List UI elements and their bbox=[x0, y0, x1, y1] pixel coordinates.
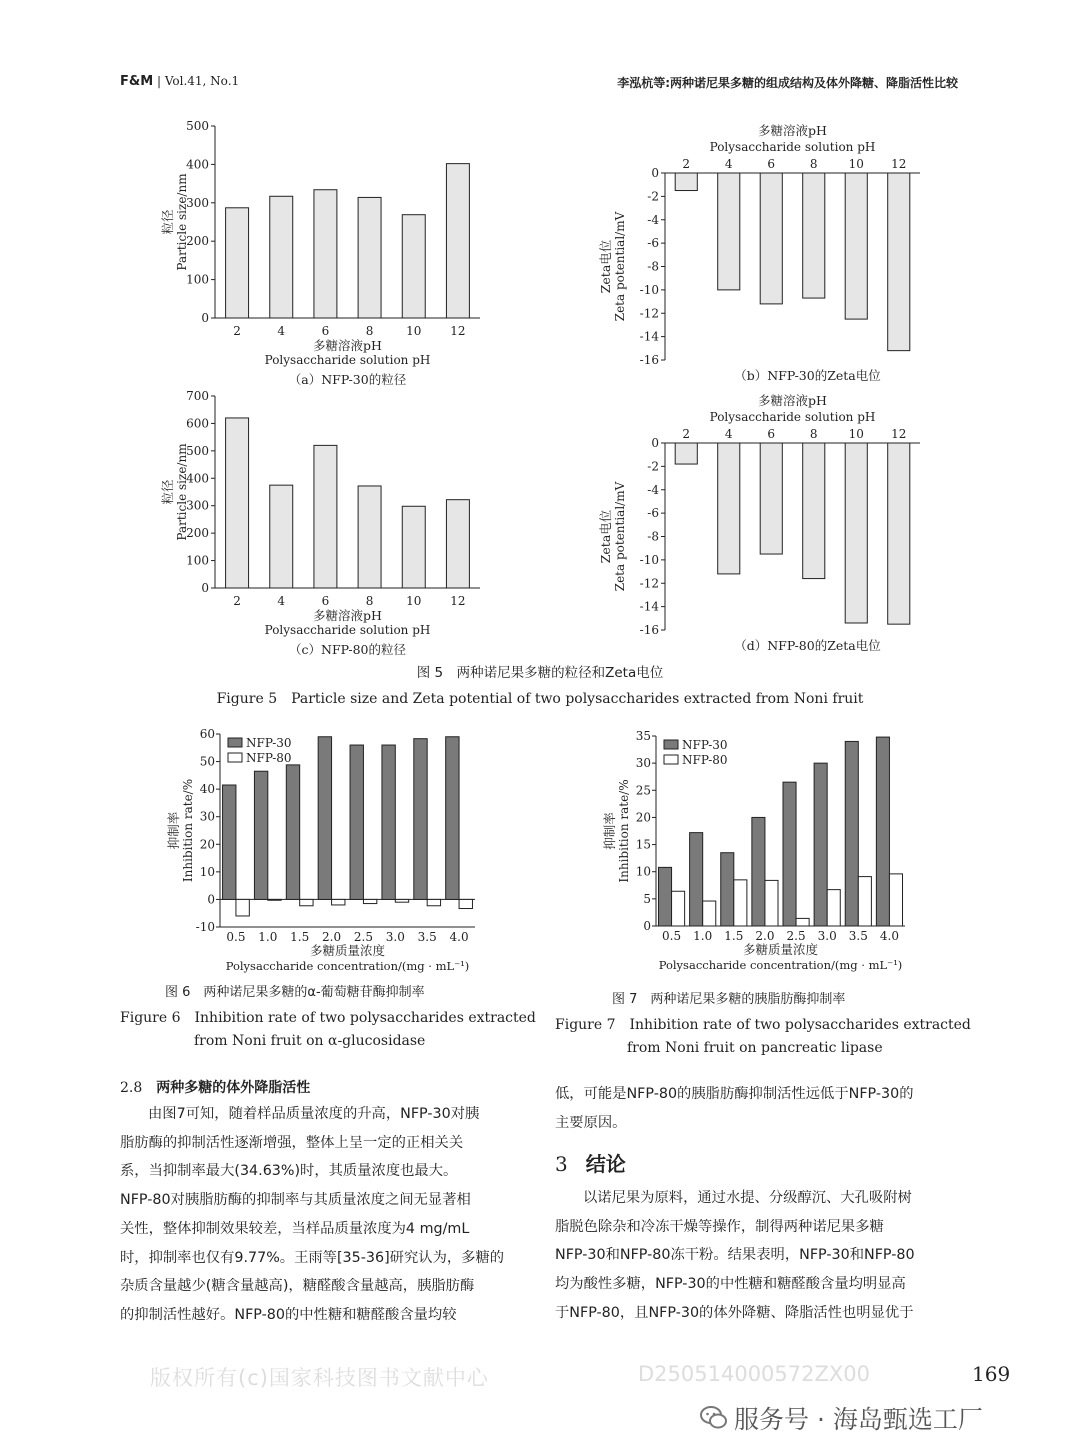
text-line: 脂脱色除杂和冷冻干燥等操作，制得两种诺尼果多糖 bbox=[555, 1218, 884, 1235]
figure6-caption-en-2: from Noni fruit on α-glucosidase bbox=[194, 1033, 426, 1049]
x-tick-label: 2.5 bbox=[786, 929, 806, 943]
legend-label: NFP-30 bbox=[246, 736, 292, 750]
chart-fig5b bbox=[590, 116, 950, 388]
chart-fig7 bbox=[600, 722, 940, 982]
section-title: 两种多糖的体外降脂活性 bbox=[156, 1080, 311, 1096]
y-tick-label: -4 bbox=[647, 212, 659, 227]
legend-label: NFP-80 bbox=[682, 753, 728, 767]
running-title: 李泓杭等:两种诺尼果多糖的组成结构及体外降糖、降脂活性比较 bbox=[617, 76, 958, 90]
bar-nfp-30 bbox=[414, 739, 427, 900]
y-axis-label-en: Zeta potential/mV bbox=[613, 481, 627, 592]
figure5-caption-en: Figure 5 Particle size and Zeta potential of two polysaccharides extracted from Noni fruit bbox=[216, 691, 864, 707]
y-tick-label: 0 bbox=[651, 166, 659, 180]
x-tick-label: 10 bbox=[848, 157, 864, 171]
text-line: 的抑制活性越好。NFP-80的中性糖和糖醛酸含量均较 bbox=[120, 1306, 457, 1323]
x-tick-label: 8 bbox=[365, 324, 374, 338]
bar-nfp-30 bbox=[254, 771, 267, 899]
panel-label: （a）NFP-30的粒径 bbox=[288, 372, 407, 387]
y-axis-label-en: Zeta potential/mV bbox=[613, 211, 627, 322]
legend-label: NFP-80 bbox=[246, 751, 292, 765]
y-tick-label: -6 bbox=[647, 236, 659, 251]
x-tick-label: 6 bbox=[321, 324, 330, 338]
x-tick-label: 2 bbox=[682, 157, 691, 171]
bar-nfp-30 bbox=[690, 833, 703, 926]
x-tick-label: 3.0 bbox=[817, 929, 837, 943]
x-tick-label: 4 bbox=[277, 324, 286, 338]
wechat-badge bbox=[700, 1400, 983, 1436]
bar bbox=[675, 443, 697, 464]
x-tick-label: 6 bbox=[767, 157, 776, 171]
x-tick-label: 4 bbox=[724, 427, 733, 441]
x-axis-label-cn: 多糖溶液pH bbox=[313, 608, 382, 623]
bar-nfp-30 bbox=[446, 737, 459, 900]
y-tick-label: 400 bbox=[186, 157, 209, 172]
x-tick-label: 2.5 bbox=[353, 930, 373, 944]
x-tick-label: 6 bbox=[321, 594, 330, 608]
y-axis-label-cn: Zeta电位 bbox=[598, 239, 613, 294]
x-axis-label-en: Polysaccharide solution pH bbox=[264, 353, 431, 367]
y-tick-label: 100 bbox=[186, 272, 209, 287]
chart-fig5d bbox=[590, 386, 950, 656]
y-tick-label: -16 bbox=[639, 623, 659, 637]
bar-nfp-30 bbox=[814, 763, 827, 926]
section-number: 3 bbox=[555, 1152, 568, 1176]
bar-nfp-80 bbox=[703, 901, 716, 926]
text-line: 时，抑制率也仅有9.77%。王雨等[35-36]研究认为，多糖的 bbox=[120, 1249, 505, 1266]
bar-nfp-30 bbox=[752, 817, 765, 926]
y-tick-label: 100 bbox=[186, 553, 209, 568]
panel-label: （d）NFP-80的Zeta电位 bbox=[734, 638, 881, 653]
bar bbox=[226, 208, 249, 318]
text-line: 关性，整体抑制效果较差，当样品质量浓度为4 mg/mL bbox=[120, 1220, 470, 1237]
bar-nfp-30 bbox=[318, 737, 331, 900]
y-tick-label: 30 bbox=[199, 809, 215, 824]
bar-nfp-30 bbox=[382, 745, 395, 899]
y-tick-label: -10 bbox=[639, 552, 659, 567]
bar bbox=[760, 443, 782, 554]
y-tick-label: -14 bbox=[639, 329, 659, 344]
figure7-caption-cn: 图 7 两种诺尼果多糖的胰脂肪酶抑制率 bbox=[612, 992, 846, 1007]
x-tick-label: 0.5 bbox=[662, 929, 682, 943]
section-heading-2-8 bbox=[120, 1077, 310, 1097]
section-heading-3 bbox=[555, 1148, 626, 1177]
y-tick-label: 0 bbox=[207, 892, 215, 907]
y-tick-label: 200 bbox=[186, 234, 209, 249]
legend-swatch bbox=[664, 740, 678, 749]
y-axis-label-cn: 粒径 bbox=[160, 209, 175, 235]
bar-nfp-80 bbox=[363, 899, 376, 903]
y-tick-label: 35 bbox=[635, 729, 651, 743]
x-tick-label: 0.5 bbox=[226, 930, 246, 944]
x-tick-label: 12 bbox=[891, 427, 907, 441]
text-line: 以诺尼果为原料，通过水提、分级醇沉、大孔吸附树 bbox=[583, 1190, 912, 1206]
x-axis-label-en: Polysaccharide solution pH bbox=[709, 140, 876, 154]
legend-swatch bbox=[228, 753, 242, 762]
figure7-caption-en-1: Figure 7 Inhibition rate of two polysaccharides extracted bbox=[555, 1017, 971, 1033]
x-tick-label: 4.0 bbox=[449, 930, 469, 944]
bar-nfp-80 bbox=[672, 891, 685, 926]
bar bbox=[270, 485, 293, 588]
bar-nfp-30 bbox=[658, 867, 671, 926]
x-axis-label-en: Polysaccharide concentration/(mg · mL⁻¹) bbox=[658, 958, 903, 972]
bar bbox=[888, 443, 910, 624]
section-2-8-paragraph bbox=[120, 1100, 528, 1330]
x-tick-label: 10 bbox=[848, 427, 864, 441]
y-tick-label: -2 bbox=[647, 189, 659, 204]
figure5-caption-cn: 图 5 两种诺尼果多糖的粒径和Zeta电位 bbox=[416, 665, 664, 681]
wechat-icon bbox=[700, 1405, 728, 1431]
x-tick-label: 3.0 bbox=[385, 930, 405, 944]
x-tick-label: 12 bbox=[450, 324, 466, 338]
bar bbox=[358, 197, 381, 318]
y-tick-label: -4 bbox=[647, 482, 659, 497]
bar bbox=[675, 173, 697, 191]
bar bbox=[803, 173, 825, 298]
journal-logo: F&M bbox=[120, 74, 154, 89]
y-tick-label: -2 bbox=[647, 459, 659, 474]
x-tick-label: 2 bbox=[682, 427, 691, 441]
x-tick-label: 8 bbox=[809, 427, 818, 441]
bar-nfp-80 bbox=[427, 899, 440, 905]
y-axis-label-cn: 抑制率 bbox=[602, 812, 617, 850]
y-tick-label: 60 bbox=[199, 727, 215, 741]
x-axis-label-cn: 多糖溶液pH bbox=[758, 393, 827, 408]
bar-nfp-80 bbox=[268, 899, 281, 900]
x-axis-label-cn: 多糖溶液pH bbox=[758, 123, 827, 138]
bar-nfp-80 bbox=[889, 874, 902, 926]
y-tick-label: 700 bbox=[186, 389, 209, 403]
x-axis-label-en: Polysaccharide solution pH bbox=[264, 623, 431, 637]
y-tick-label: 300 bbox=[186, 498, 209, 513]
bar-nfp-80 bbox=[796, 918, 809, 926]
bar bbox=[270, 196, 293, 318]
bar bbox=[803, 443, 825, 579]
bar-nfp-80 bbox=[395, 899, 408, 902]
x-axis-label-cn: 多糖质量浓度 bbox=[309, 943, 386, 958]
bar bbox=[402, 215, 425, 318]
y-tick-label: 20 bbox=[635, 810, 651, 825]
y-tick-label: 400 bbox=[186, 471, 209, 486]
bar bbox=[358, 486, 381, 588]
bar-nfp-80 bbox=[765, 880, 778, 926]
x-tick-label: 3.5 bbox=[417, 930, 437, 944]
y-tick-label: 30 bbox=[635, 756, 651, 771]
x-tick-label: 2.0 bbox=[322, 930, 342, 944]
bar bbox=[845, 443, 867, 623]
x-tick-label: 1.0 bbox=[258, 930, 278, 944]
x-tick-label: 6 bbox=[767, 427, 776, 441]
bar bbox=[314, 190, 337, 318]
bar bbox=[226, 418, 249, 588]
x-tick-label: 4 bbox=[724, 157, 733, 171]
y-axis-label-en: Particle size/nm bbox=[175, 173, 189, 271]
bar bbox=[718, 173, 740, 290]
y-axis-label-cn: 粒径 bbox=[160, 479, 175, 505]
x-axis-label-en: Polysaccharide concentration/(mg · mL⁻¹) bbox=[225, 959, 470, 973]
bar bbox=[446, 164, 469, 318]
y-tick-label: -12 bbox=[639, 576, 659, 591]
x-tick-label: 10 bbox=[406, 594, 422, 608]
text-line: 均为酸性多糖，NFP-30的中性糖和糖醛酸含量均明显高 bbox=[555, 1276, 906, 1293]
text-line: 系，当抑制率最大(34.63%)时，其质量浓度也最大。 bbox=[120, 1163, 458, 1180]
section-number: 2.8 bbox=[120, 1080, 143, 1096]
bar bbox=[845, 173, 867, 319]
bar bbox=[888, 173, 910, 351]
y-tick-label: 50 bbox=[199, 754, 215, 769]
figure6-caption-en-1: Figure 6 Inhibition rate of two polysaccharides extracted bbox=[120, 1010, 536, 1026]
y-tick-label: -10 bbox=[195, 920, 215, 934]
legend-label: NFP-30 bbox=[682, 738, 728, 752]
bar-nfp-30 bbox=[223, 785, 236, 899]
bar-nfp-30 bbox=[286, 765, 299, 900]
text-line: 杂质含量越少(糖含量越高)，糖醛酸含量越高，胰脂肪酶 bbox=[120, 1278, 475, 1295]
bar-nfp-30 bbox=[876, 737, 889, 926]
y-tick-label: 0 bbox=[651, 436, 659, 450]
figure7-caption-en-2: from Noni fruit on pancreatic lipase bbox=[627, 1040, 883, 1056]
panel-label: （c）NFP-80的粒径 bbox=[289, 642, 406, 657]
legend-swatch bbox=[228, 738, 242, 747]
bar bbox=[718, 443, 740, 574]
bar-nfp-80 bbox=[734, 880, 747, 926]
y-tick-label: -12 bbox=[639, 306, 659, 321]
text-line: NFP-80对胰脂肪酶的抑制率与其质量浓度之间无显著相 bbox=[120, 1192, 471, 1209]
bar-nfp-80 bbox=[300, 899, 313, 905]
x-tick-label: 2 bbox=[233, 594, 241, 608]
y-tick-label: 500 bbox=[186, 119, 209, 133]
y-tick-label: -16 bbox=[639, 353, 659, 367]
x-tick-label: 12 bbox=[450, 594, 466, 608]
y-tick-label: -6 bbox=[647, 506, 659, 521]
continued-paragraph bbox=[555, 1080, 963, 1137]
bar-nfp-30 bbox=[783, 782, 796, 926]
legend-swatch bbox=[664, 755, 678, 764]
y-tick-label: 300 bbox=[186, 195, 209, 210]
wechat-label: 服务号 · 海岛甄选工厂 bbox=[734, 1405, 983, 1434]
bar-nfp-80 bbox=[459, 899, 472, 908]
y-tick-label: 5 bbox=[643, 891, 651, 906]
y-axis-label-cn: Zeta电位 bbox=[598, 509, 613, 564]
y-tick-label: 25 bbox=[635, 783, 651, 798]
y-tick-label: 0 bbox=[201, 311, 209, 325]
text-line: 于NFP-80，且NFP-30的体外降糖、降脂活性也明显优于 bbox=[555, 1304, 914, 1321]
conclusion-paragraph bbox=[555, 1184, 963, 1328]
page-number: 169 bbox=[972, 1362, 1011, 1386]
bar-nfp-30 bbox=[350, 745, 363, 899]
bar bbox=[402, 506, 425, 588]
y-axis-label-cn: 抑制率 bbox=[166, 811, 181, 850]
x-axis-label-en: Polysaccharide solution pH bbox=[709, 410, 876, 424]
journal-header bbox=[120, 74, 239, 89]
bar-nfp-80 bbox=[858, 877, 871, 926]
x-tick-label: 4 bbox=[277, 594, 286, 608]
document-id-watermark: D250514000572ZX00 bbox=[638, 1362, 870, 1386]
bar-nfp-80 bbox=[332, 899, 345, 905]
bar-nfp-30 bbox=[721, 853, 734, 926]
x-tick-label: 1.5 bbox=[724, 929, 744, 943]
x-tick-label: 2 bbox=[233, 324, 241, 338]
figure6-caption-cn: 图 6 两种诺尼果多糖的α-葡萄糖苷酶抑制率 bbox=[165, 985, 425, 1000]
y-axis-label-en: Inhibition rate/% bbox=[181, 778, 195, 883]
bar bbox=[446, 500, 469, 588]
y-axis-label-en: Inhibition rate/% bbox=[617, 779, 631, 883]
x-axis-label-cn: 多糖溶液pH bbox=[313, 338, 382, 353]
section-title: 结论 bbox=[585, 1152, 626, 1176]
x-tick-label: 4.0 bbox=[879, 929, 899, 943]
text-line: 主要原因。 bbox=[555, 1114, 627, 1131]
y-tick-label: 20 bbox=[199, 837, 215, 852]
x-tick-label: 8 bbox=[365, 594, 374, 608]
x-tick-label: 1.5 bbox=[290, 930, 310, 944]
text-line: NFP-30和NFP-80冻干粉。结果表明，NFP-30和NFP-80 bbox=[555, 1247, 915, 1264]
y-tick-label: 200 bbox=[186, 526, 209, 541]
text-line: 低，可能是NFP-80的胰脂肪酶抑制活性远低于NFP-30的 bbox=[555, 1086, 914, 1102]
y-tick-label: 40 bbox=[199, 782, 215, 797]
y-tick-label: 600 bbox=[186, 416, 209, 431]
x-tick-label: 2.0 bbox=[755, 929, 775, 943]
bar-nfp-30 bbox=[845, 741, 858, 926]
bar-nfp-80 bbox=[827, 890, 840, 926]
x-tick-label: 1.0 bbox=[693, 929, 713, 943]
y-axis-label-en: Particle size/nm bbox=[175, 443, 189, 541]
x-axis-label-cn: 多糖质量浓度 bbox=[742, 942, 819, 957]
y-tick-label: -8 bbox=[647, 529, 659, 544]
bar-nfp-80 bbox=[236, 899, 249, 916]
y-tick-label: 0 bbox=[201, 581, 209, 595]
bar bbox=[314, 445, 337, 588]
bar bbox=[760, 173, 782, 304]
y-tick-label: 0 bbox=[643, 919, 651, 933]
y-tick-label: 500 bbox=[186, 443, 209, 458]
panel-label: （b）NFP-30的Zeta电位 bbox=[734, 368, 881, 383]
chart-fig5a bbox=[150, 116, 510, 388]
journal-volume: | Vol.41, No.1 bbox=[156, 74, 240, 88]
x-tick-label: 3.5 bbox=[848, 929, 868, 943]
x-tick-label: 8 bbox=[809, 157, 818, 171]
text-line: 由图7可知，随着样品质量浓度的升高，NFP-30对胰 bbox=[148, 1106, 480, 1122]
chart-fig6 bbox=[166, 722, 500, 973]
y-tick-label: -10 bbox=[639, 282, 659, 297]
y-tick-label: 15 bbox=[635, 837, 651, 852]
copyright-watermark: 版权所有(c)国家科技图书文献中心 bbox=[150, 1366, 489, 1390]
y-tick-label: 10 bbox=[199, 864, 215, 879]
y-tick-label: -8 bbox=[647, 259, 659, 274]
chart-fig5c bbox=[150, 386, 510, 656]
y-tick-label: -14 bbox=[639, 599, 659, 614]
y-tick-label: 10 bbox=[635, 864, 651, 879]
text-line: 脂肪酶的抑制活性逐渐增强，整体上呈一定的正相关关 bbox=[120, 1134, 464, 1151]
x-tick-label: 10 bbox=[406, 324, 422, 338]
x-tick-label: 12 bbox=[891, 157, 907, 171]
